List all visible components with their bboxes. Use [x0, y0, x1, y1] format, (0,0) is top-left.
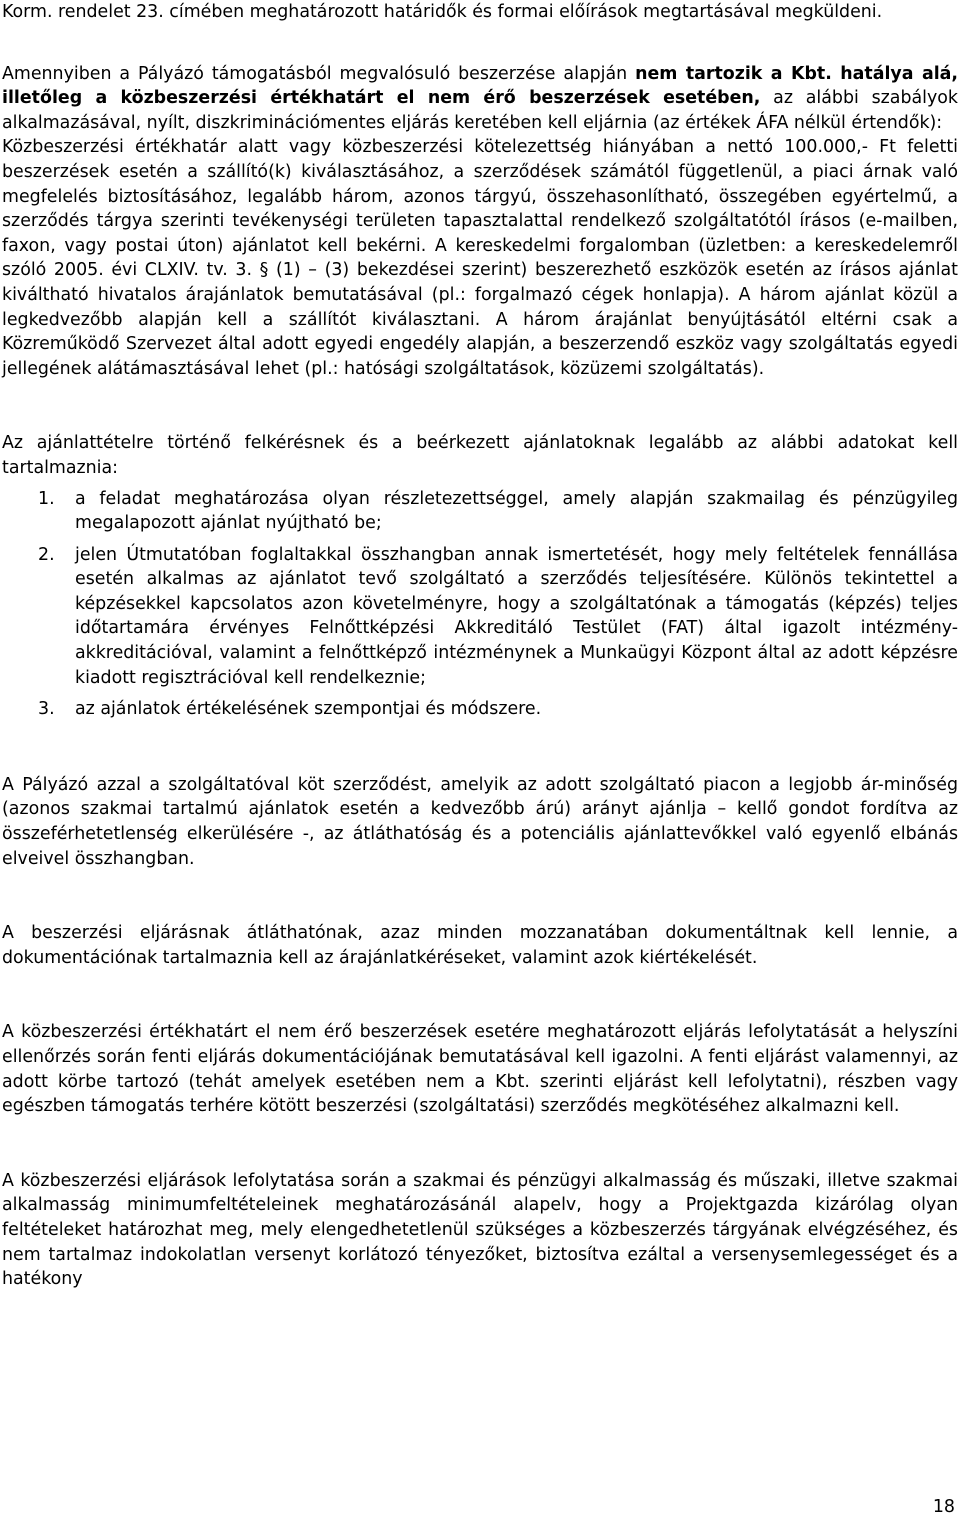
list-item — [2, 697, 958, 722]
spacer — [2, 381, 958, 431]
spacer — [2, 1119, 958, 1169]
paragraph-bold: nem tartozik a Kbt. hatálya alá, illetőleg a közbeszerzési értékhatárt el nem érő beszerzések esetében, — [2, 63, 958, 109]
paragraph-non-kbt-procedure — [2, 62, 958, 136]
paragraph-eligibility-criteria: A közbeszerzési eljárások lefolytatása során a szakmai és pénzügyi alkalmasság és műszaki, illetve szakmai alkalmasság minimumfeltételeinek meghatározásánál alapelv, hogy a Projektgazda kizárólag olyan feltételeket határozhat meg, mely elengedhetetlenül szükséges a közbeszerzés tárgyának elvégzéséhez, és nem tartalmaz indokolatlan versenyt korlátozó tényezőket, biztosítva ezáltal a versenysemlegességet és a hatékony — [2, 1170, 958, 1290]
page-number: 18 — [932, 1497, 955, 1517]
spacer — [2, 25, 958, 62]
list-item — [2, 487, 958, 536]
paragraph-threshold-rules: Közbeszerzési értékhatár alatt vagy közbeszerzési kötelezettség hiányában a nettó 100.000,- Ft feletti beszerzések esetén a szállító(k) kiválasztásához, a szerződések számától függetlenül, a piaci árnak való megfelelés biztosításához, legalább három, azonos tárgyú, összehasonlítható, összegében egyértelmű, a szerződés tárgya szerinti tevékenységi területen tapasztalattal rendelkező szolgáltatótól írásos (e-mailben, faxon, vagy postai úton) ajánlatot kell bekérni. A kereskedelmi forgalomban (üzletben: a kereskedelemről szóló 2005. évi CLXIV. tv. 3. § (1) – (3) bekezdései szerint) beszerezhető eszközök esetén az írásos ajánlat kiváltható hivatalos árajánlatok bemutatásával (pl.: forgalmazó cégek honlapja). A három ajánlat közül a legkedvezőbb alapján kell a szállítót kiválasztani. A három árajánlat benyújtásától eltérni csak a Közreműködő Szervezet által adott egyedi engedély alapján, a beszerzendő eszköz vagy szolgáltatás egyedi jellegének alátámasztásával lehet (pl.: hatósági szolgáltatások, közüzemi szolgáltatás). — [2, 137, 958, 379]
spacer — [2, 970, 958, 1020]
paragraph-tail: az alábbi szabályok alkalmazásával, nyílt, diszkriminációmentes eljárás keretében kell eljárnia (az értékek ÁFA nélkül értendők): — [2, 88, 958, 133]
list-item-number: 1. — [38, 488, 55, 509]
paragraph-verification: A közbeszerzési értékhatárt el nem érő beszerzések esetére meghatározott eljárás lefolytatását a helyszíni ellenőrzés során fenti eljárás dokumentációjának bemutatásával kell igazolni. A fenti eljárást valamennyi, az adott körbe tartozó (tehát amelyek esetében nem a Kbt. szerinti eljárást kell lefolytatni), részben vagy egészben támogatás terhére kötött beszerzési (szolgáltatási) szerződés megkötéséhez alkalmazni kell. — [2, 1022, 958, 1117]
list-item-number: 3. — [38, 699, 55, 720]
requirements-list — [2, 487, 958, 722]
list-item-text: jelen Útmutatóban foglaltakkal összhangban annak ismertetését, hogy mely feltételek fennállása esetén alkalmas az ajánlatot tevő szolgáltató a szerződés teljesítésére. Különös tekintettel a képzésekkel kapcsolatos azon követelményre, hogy a szolgáltatónak a támogatás (képzés) teljes időtartamára érvényes Felnőttképzési Akkreditáló Testület (FAT) által igazolt intézmény-akkreditációval, valamint a felnőttképző intézménynek a Munkaügyi Központ által az adott képzésre kiadott regisztrációval kell rendelkeznie; — [75, 544, 958, 688]
list-item — [2, 543, 958, 691]
paragraph-transparency: A beszerzési eljárásnak átláthatónak, azaz minden mozzanatában dokumentáltnak kell lennie, a dokumentációnak tartalmaznia kell az árajánlatkéréseket, valamint azok kiértékelését. — [2, 923, 958, 968]
paragraph-offer-requirements: Az ajánlattételre történő felkérésnek és a beérkezett ajánlatoknak legalább az alábbi adatokat kell tartalmaznia: — [2, 433, 958, 478]
list-item-text: a feladat meghatározása olyan részletezettséggel, amely alapján szakmailag és pénzügyileg megalapozott ajánlat nyújtható be; — [75, 488, 958, 534]
paragraph-contract-selection: A Pályázó azzal a szolgáltatóval köt szerződést, amelyik az adott szolgáltató piacon a legjobb ár-minőség (azonos szakmai tartalmú ajánlatok esetén a kedvezőbb árú) arányt ajánlja – kellő gondot fordítva az összeférhetetlenség elkerülésére -, az átláthatóság és a potenciális ajánlattevőkkel való egyenlő elbánás elveivel összhangban. — [2, 774, 958, 869]
paragraph-lead: Amennyiben a Pályázó támogatásból megvalósuló beszerzése alapján — [2, 63, 636, 84]
list-item-number: 2. — [38, 544, 55, 565]
spacer — [2, 871, 958, 921]
paragraph-intro: Korm. rendelet 23. címében meghatározott határidők és formai előírások megtartásával megküldeni. — [2, 2, 883, 22]
spacer — [2, 729, 958, 773]
list-item-text: az ajánlatok értékelésének szempontjai és módszere. — [75, 699, 542, 720]
